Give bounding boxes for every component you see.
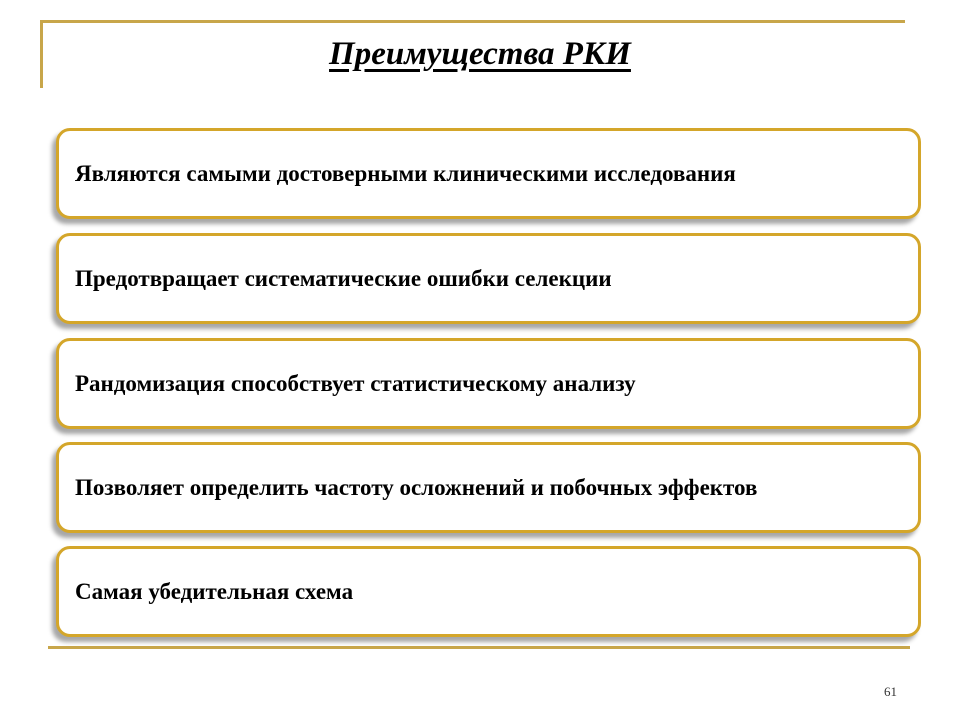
advantage-text: Рандомизация способствует статистическому анализу bbox=[75, 370, 636, 396]
top-decorative-line bbox=[40, 20, 905, 23]
advantage-text: Предотвращает систематические ошибки селекции bbox=[75, 265, 612, 291]
advantage-text: Позволяет определить частоту осложнений и побочных эффектов bbox=[75, 474, 758, 500]
advantage-text: Являются самыми достоверными клиническими исследования bbox=[75, 160, 736, 186]
bottom-decorative-line bbox=[48, 646, 910, 649]
advantage-item bbox=[56, 442, 921, 533]
page-number: 61 bbox=[884, 684, 897, 699]
slide-title: Преимущества РКИ bbox=[329, 36, 631, 72]
advantage-text: Самая убедительная схема bbox=[75, 578, 354, 604]
advantage-item bbox=[56, 233, 921, 324]
advantage-item bbox=[56, 128, 921, 219]
advantage-item bbox=[56, 546, 921, 637]
advantage-item bbox=[56, 338, 921, 429]
